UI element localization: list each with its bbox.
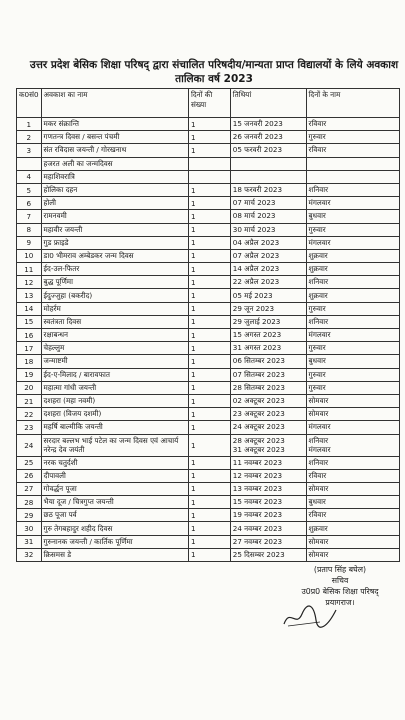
table-row: [17, 469, 400, 482]
cell-name: संत रविदास जयन्ती / गोरखनाथ: [41, 144, 188, 157]
cell-sn: 15: [17, 315, 42, 328]
table-row: [17, 329, 400, 342]
cell-days: 1: [188, 144, 230, 157]
table-row: [17, 509, 400, 522]
cell-days: 1: [188, 509, 230, 522]
cell-days: 1: [188, 223, 230, 236]
cell-weekday: गुरुवार: [306, 381, 399, 394]
cell-weekday: रविवार: [306, 469, 399, 482]
cell-sn: 3: [17, 144, 42, 157]
cell-days: 1: [188, 263, 230, 276]
cell-name: दशहरा (विजय दशमी): [41, 408, 188, 421]
cell-days: 1: [188, 276, 230, 289]
cell-weekday: मंगलवार: [306, 236, 399, 249]
table-row: [17, 548, 400, 561]
cell-weekday: मंगलवार: [306, 197, 399, 210]
cell-days: 1: [188, 236, 230, 249]
cell-weekday-line: शनिवार: [308, 436, 329, 445]
cell-date: 13 नवम्बर 2023: [230, 482, 306, 495]
cell-weekday: मंगलवार: [306, 421, 399, 434]
cell-weekday: गुरुवार: [306, 302, 399, 315]
cell-sn: 23: [17, 421, 42, 434]
table-row: [17, 170, 400, 183]
cell-days: 1: [188, 131, 230, 144]
cell-weekday: गुरुवार: [306, 342, 399, 355]
table-row: [17, 482, 400, 495]
table-row: [17, 368, 400, 381]
cell-weekday: शनिवार: [306, 183, 399, 196]
cell-sn: 12: [17, 276, 42, 289]
cell-weekday: शुक्रवार: [306, 249, 399, 262]
cell-weekday: गुरुवार: [306, 223, 399, 236]
cell-date: 11 नवम्बर 2023: [230, 456, 306, 469]
cell-date: 27 नवम्बर 2023: [230, 535, 306, 548]
cell-days: 1: [188, 469, 230, 482]
cell-date: 29 जुलाई 2023: [230, 315, 306, 328]
cell-days: 1: [188, 368, 230, 381]
table-row: [17, 535, 400, 548]
table-row: [17, 157, 400, 170]
table-row: [17, 302, 400, 315]
cell-sn: [17, 157, 42, 170]
cell-days: 1: [188, 522, 230, 535]
table-row: [17, 456, 400, 469]
cell-date: 25 दिसम्बर 2023: [230, 548, 306, 561]
cell-name: महात्मा गांधी जयन्ती: [41, 381, 188, 394]
cell-days: 1: [188, 210, 230, 223]
cell-date: 22 अप्रैल 2023: [230, 276, 306, 289]
cell-weekday: बुधवार: [306, 496, 399, 509]
cell-date-line: 28 अक्टूबर 2023: [232, 436, 285, 445]
table-row: [17, 118, 400, 131]
cell-weekday: शनिवार: [306, 315, 399, 328]
table-row: [17, 408, 400, 421]
cell-days: 1: [188, 355, 230, 368]
cell-date: 15 नवम्बर 2023: [230, 496, 306, 509]
cell-name: डा0 भीमराव अम्बेडकर जन्म दिवस: [41, 249, 188, 262]
cell-name: रामनवमी: [41, 210, 188, 223]
cell-date: 05 फरवरी 2023: [230, 144, 306, 157]
table-row: [17, 183, 400, 196]
signatory-place: प्रयागराज।: [325, 598, 355, 607]
cell-sn: 25: [17, 456, 42, 469]
cell-days: 1: [188, 342, 230, 355]
cell-date: 12 नवम्बर 2023: [230, 469, 306, 482]
cell-sn: 14: [17, 302, 42, 315]
cell-weekday: बुधवार: [306, 210, 399, 223]
cell-name: गणतन्त्र दिवस / बसन्त पंचमी: [41, 131, 188, 144]
cell-sn: 5: [17, 183, 42, 196]
header-name: अवकाश का नाम: [41, 89, 188, 118]
cell-sn: 13: [17, 289, 42, 302]
cell-weekday: सोमवार: [306, 548, 399, 561]
header-date: तिथियां: [230, 89, 306, 118]
cell-sn: 18: [17, 355, 42, 368]
cell-sn: 7: [17, 210, 42, 223]
cell-sn: 22: [17, 408, 42, 421]
cell-sn: 29: [17, 509, 42, 522]
cell-name: स्वतंत्रता दिवस: [41, 315, 188, 328]
signature-block: [280, 564, 400, 608]
table-row: [17, 315, 400, 328]
cell-weekday: शुक्रवार: [306, 263, 399, 276]
cell-days: 1: [188, 381, 230, 394]
table-row: [17, 289, 400, 302]
cell-weekday: शनिवार: [306, 456, 399, 469]
cell-days: [188, 157, 230, 170]
cell-days: 1: [188, 535, 230, 548]
cell-date: [230, 157, 306, 170]
cell-weekday: मंगलवार: [306, 329, 399, 342]
cell-name: हजरत अली का जन्मदिवस: [41, 157, 188, 170]
cell-weekday: सोमवार: [306, 408, 399, 421]
cell-name: बुद्ध पूर्णिमा: [41, 276, 188, 289]
table-row: [17, 342, 400, 355]
cell-days: 1: [188, 315, 230, 328]
cell-weekday: शुक्रवार: [306, 289, 399, 302]
cell-sn: 6: [17, 197, 42, 210]
cell-sn: 19: [17, 368, 42, 381]
cell-date: 30 मार्च 2023: [230, 223, 306, 236]
cell-sn: 31: [17, 535, 42, 548]
cell-date: 26 जनवरी 2023: [230, 131, 306, 144]
cell-name: चेहल्लुम: [41, 342, 188, 355]
cell-sn: 17: [17, 342, 42, 355]
cell-sn: 4: [17, 170, 42, 183]
cell-weekday: शनिवार: [306, 276, 399, 289]
cell-name: गुरुनानक जयन्ती / कार्तिक पूर्णिमा: [41, 535, 188, 548]
table-row: [17, 434, 400, 456]
table-row: [17, 249, 400, 262]
table-row: [17, 236, 400, 249]
table-row: [17, 522, 400, 535]
cell-date: 05 मई 2023: [230, 289, 306, 302]
cell-date: 19 नवम्बर 2023: [230, 509, 306, 522]
cell-date: [230, 170, 306, 183]
cell-date: 31 अगस्त 2023: [230, 342, 306, 355]
cell-sn: 26: [17, 469, 42, 482]
cell-days: 1: [188, 183, 230, 196]
cell-days: [188, 170, 230, 183]
cell-sn: 16: [17, 329, 42, 342]
cell-weekday: सोमवार: [306, 535, 399, 548]
cell-date: [230, 434, 306, 456]
cell-name: महर्षि बाल्मीकि जयन्ती: [41, 421, 188, 434]
cell-name: ईद-ए-मिलाद / बारावफात: [41, 368, 188, 381]
cell-days: 1: [188, 496, 230, 509]
cell-name: दीपावली: [41, 469, 188, 482]
cell-name: मोहर्रम: [41, 302, 188, 315]
cell-sn: 2: [17, 131, 42, 144]
signatory-designation: सचिव: [331, 576, 349, 585]
cell-name: ईदुज्जुहा (बकरीद): [41, 289, 188, 302]
cell-name: गोवर्द्धन पूजा: [41, 482, 188, 495]
cell-date: 28 सितम्बर 2023: [230, 381, 306, 394]
table-row: [17, 197, 400, 210]
cell-date: 24 अक्टूबर 2023: [230, 421, 306, 434]
cell-date: 15 जनवरी 2023: [230, 118, 306, 131]
cell-date: 14 अप्रैल 2023: [230, 263, 306, 276]
cell-days: 1: [188, 249, 230, 262]
cell-days: 1: [188, 434, 230, 456]
table-row: [17, 381, 400, 394]
cell-sn: 30: [17, 522, 42, 535]
cell-name: दशहरा (महा नवमी): [41, 394, 188, 407]
cell-weekday-line: मंगलवार: [308, 445, 331, 454]
document-title: उत्तर प्रदेश बेसिक शिक्षा परिषद् द्वारा संचालित परिषदीय/मान्यता प्राप्त विद्यालयों के लिये अवकाश तालिका वर्ष 2023: [29, 59, 399, 85]
cell-days: 1: [188, 548, 230, 561]
cell-sn: 1: [17, 118, 42, 131]
cell-days: 1: [188, 456, 230, 469]
cell-sn: 10: [17, 249, 42, 262]
table-row: [17, 223, 400, 236]
cell-name: ईद-उल-फितर: [41, 263, 188, 276]
cell-date: 02 अक्टूबर 2023: [230, 394, 306, 407]
cell-weekday: गुरुवार: [306, 368, 399, 381]
table-row: [17, 355, 400, 368]
cell-days: 1: [188, 421, 230, 434]
cell-name: मकर संक्रान्ति: [41, 118, 188, 131]
cell-name: जन्माष्टमी: [41, 355, 188, 368]
cell-days: 1: [188, 289, 230, 302]
table-row: [17, 394, 400, 407]
table-row: [17, 263, 400, 276]
table-row: [17, 131, 400, 144]
cell-days: 1: [188, 482, 230, 495]
cell-days: 1: [188, 329, 230, 342]
cell-days: 1: [188, 408, 230, 421]
table-row: [17, 496, 400, 509]
table-row: [17, 210, 400, 223]
cell-name: गुड फ्राइडे: [41, 236, 188, 249]
cell-sn: 21: [17, 394, 42, 407]
cell-date: 15 अगस्त 2023: [230, 329, 306, 342]
cell-date: 23 अक्टूबर 2023: [230, 408, 306, 421]
cell-date: 07 अप्रैल 2023: [230, 249, 306, 262]
header-weekday: दिनों के नाम: [306, 89, 399, 118]
table-header-row: [17, 89, 400, 118]
cell-weekday: बुधवार: [306, 355, 399, 368]
cell-weekday: [306, 157, 399, 170]
cell-date-line: 31 अक्टूबर 2023: [232, 445, 285, 454]
signatory-name: (प्रताप सिंह बघेल): [313, 565, 367, 574]
cell-name: नरक चतुर्दशी: [41, 456, 188, 469]
cell-weekday: रविवार: [306, 144, 399, 157]
cell-weekday: सोमवार: [306, 482, 399, 495]
cell-date: 08 मार्च 2023: [230, 210, 306, 223]
holiday-table: [16, 88, 400, 562]
cell-days: 1: [188, 118, 230, 131]
cell-name: रक्षाबन्धन: [41, 329, 188, 342]
cell-name: छठ पूजा पर्व: [41, 509, 188, 522]
cell-name: होली: [41, 197, 188, 210]
table-row: [17, 421, 400, 434]
header-days: दिनों की संख्या: [188, 89, 230, 118]
table-row: [17, 144, 400, 157]
cell-name: भैया दूज / चित्रगुप्त जयन्ती: [41, 496, 188, 509]
cell-sn: 27: [17, 482, 42, 495]
header-sn: क0सं0: [17, 89, 42, 118]
cell-weekday: रविवार: [306, 118, 399, 131]
cell-days: 1: [188, 394, 230, 407]
cell-days: 1: [188, 197, 230, 210]
cell-weekday: [306, 434, 399, 456]
cell-name: महावीर जयन्ती: [41, 223, 188, 236]
table-row: [17, 276, 400, 289]
cell-weekday: सोमवार: [306, 394, 399, 407]
cell-date: 18 फरवरी 2023: [230, 183, 306, 196]
cell-date: 29 जून 2023: [230, 302, 306, 315]
cell-sn: 9: [17, 236, 42, 249]
cell-sn: 24: [17, 434, 42, 456]
cell-sn: 32: [17, 548, 42, 561]
cell-sn: 28: [17, 496, 42, 509]
cell-date: 06 सितम्बर 2023: [230, 355, 306, 368]
cell-sn: 8: [17, 223, 42, 236]
handwritten-signature: [280, 604, 340, 630]
cell-date: 07 सितम्बर 2023: [230, 368, 306, 381]
cell-name: महाशिवरात्रि: [41, 170, 188, 183]
cell-name: क्रिसमस डे: [41, 548, 188, 561]
cell-sn: 11: [17, 263, 42, 276]
cell-name: गुरु तेगबहादुर शहीद दिवस: [41, 522, 188, 535]
cell-date: 24 नवम्बर 2023: [230, 522, 306, 535]
cell-date: 04 अप्रैल 2023: [230, 236, 306, 249]
cell-sn: 20: [17, 381, 42, 394]
cell-name: होलिका दहन: [41, 183, 188, 196]
cell-days: 1: [188, 302, 230, 315]
cell-weekday: गुरुवार: [306, 131, 399, 144]
cell-weekday: [306, 170, 399, 183]
cell-date: 07 मार्च 2023: [230, 197, 306, 210]
cell-weekday: रविवार: [306, 509, 399, 522]
cell-weekday: शुक्रवार: [306, 522, 399, 535]
signatory-office: उ0प्र0 बेसिक शिक्षा परिषद्: [301, 587, 379, 596]
cell-name: सरदार बल्लभ भाई पटेल का जन्म दिवस एवं आचार्य नरेन्द्र देव जयंती: [41, 434, 188, 456]
